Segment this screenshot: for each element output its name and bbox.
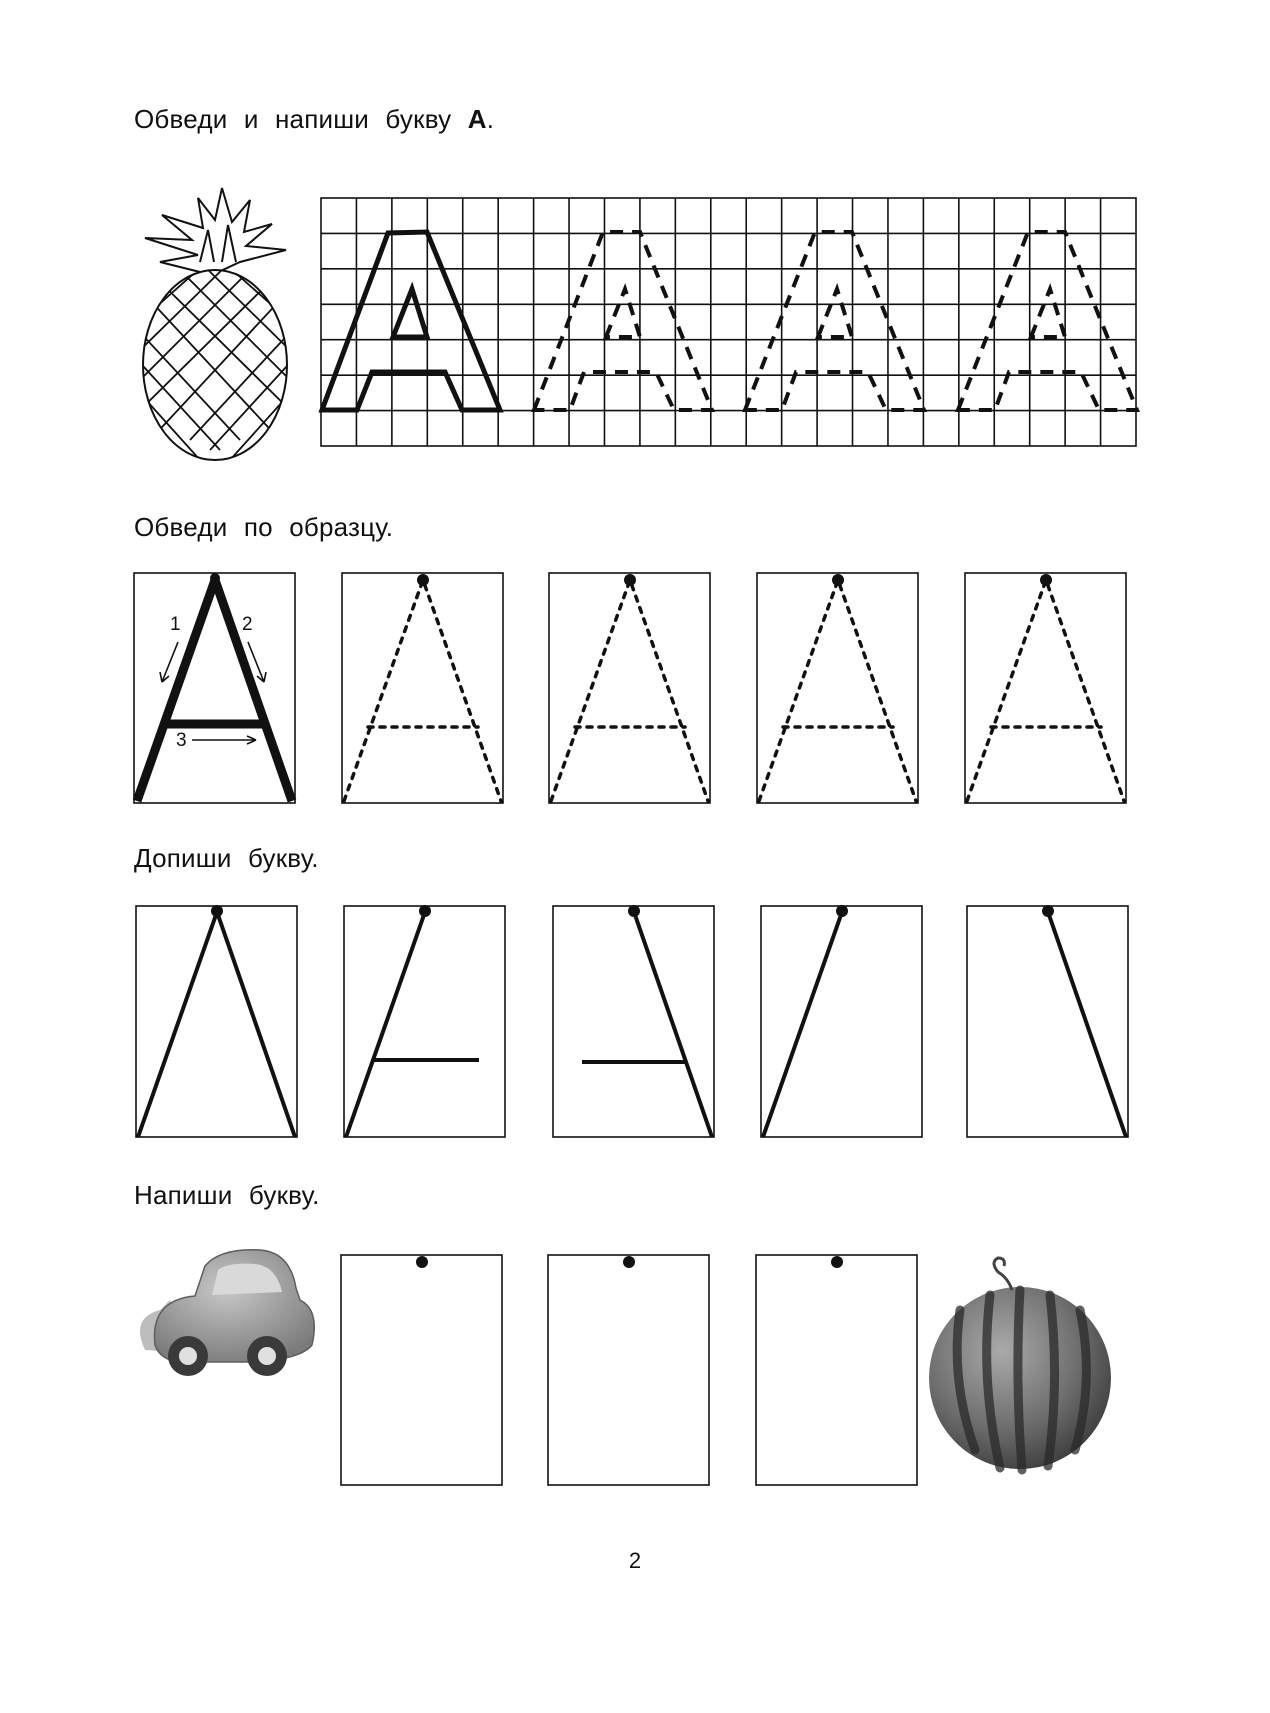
instruction-write-letter: Напиши букву. (134, 1180, 320, 1210)
page-number: 2 (628, 1548, 642, 1573)
partial-letter-box (136, 905, 297, 1137)
instruction-trace-and-write: Обведи и напиши букву А. (134, 104, 495, 134)
dotted-letter-box (965, 573, 1126, 803)
instruction-complete-letter: Допиши букву. (134, 843, 319, 873)
dashed-letter-outline (745, 232, 924, 410)
partial-letter-box (553, 905, 714, 1137)
tracing-grid (321, 198, 1136, 446)
stroke-number: 1 (170, 614, 181, 635)
partial-letter-box (344, 905, 505, 1137)
dashed-letter-outline (958, 232, 1137, 410)
dotted-letter-box (549, 573, 710, 803)
toy-car-icon (140, 1250, 314, 1376)
empty-letter-box (756, 1255, 917, 1485)
dotted-letter-box (342, 573, 503, 803)
empty-letter-box (548, 1255, 709, 1485)
instruction-trace-by-sample: Обведи по образцу. (134, 512, 394, 542)
stroke-number: 2 (242, 614, 253, 635)
dotted-letter-box (757, 573, 918, 803)
sample-stroke-box (134, 573, 295, 803)
pineapple-icon (110, 188, 320, 465)
sample-letter-outline (322, 232, 500, 410)
partial-letter-box (967, 905, 1128, 1137)
partial-letter-box (761, 905, 922, 1137)
dashed-letter-outline (534, 232, 712, 410)
watermelon-icon (929, 1258, 1111, 1470)
target-letter: А (467, 104, 487, 134)
empty-letter-box (341, 1255, 502, 1485)
stroke-number: 3 (176, 730, 187, 751)
